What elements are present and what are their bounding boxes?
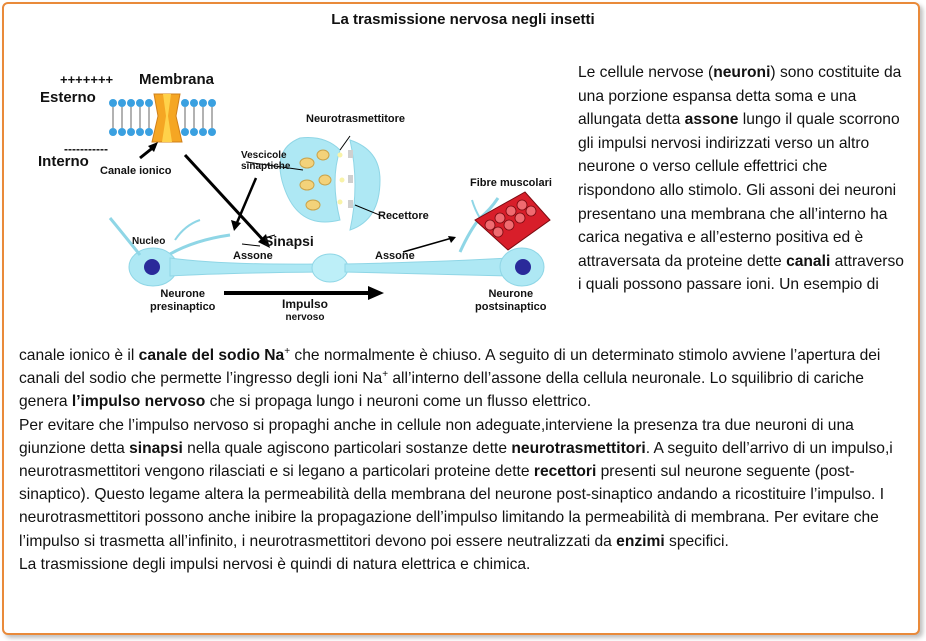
nucleus-presynaptic — [144, 259, 160, 275]
label-membrane: Membrana — [139, 71, 215, 88]
label-nucleus: Nucleo — [132, 236, 166, 247]
label-muscle-fibers: Fibre muscolari — [470, 177, 552, 189]
label-presynaptic: Neurone presinaptico — [150, 288, 216, 313]
paragraph-synapse: Per evitare che l’impulso nervoso si propaghi anche in cellule non adeguate,interviene la presenza tra due neuroni di una giunzione detta sinapsi nella quale agiscono particolari sostanze dette neurotrasmettitori. A seguito dell’arrivo di un impulso,i neurotrasmettitori vengono rilasciati e si legano a particolari proteine dette recettori presenti sul neurone seguente (post-sinaptico). Questo legame altera la permeabilità della membrana del neurone post-sinaptico andando a ricostituire l’impulso. I neurotrasmettitori possono anche inibire la propagazione dell’impulso limitando la permeabilità di membrana. Per evitare che l’impulso si trasmetta all’infinito, i neurotrasmettitori devono poi essere neutralizzati da enzimi specifici. — [19, 416, 893, 550]
synapse-knob — [312, 254, 348, 282]
plus-signs: +++++++ — [60, 72, 114, 87]
label-postsynaptic: Neurone postsinaptico — [475, 288, 547, 313]
synapse-zoom — [280, 138, 380, 231]
label-internal: Interno — [38, 153, 89, 170]
label-neurotransmitter: Neurotrasmettitore — [306, 113, 406, 125]
label-axon-left: Assone — [233, 250, 273, 262]
nucleus-postsynaptic — [515, 259, 531, 275]
label-vesicles: Vescicole sinaptiche — [241, 150, 291, 172]
label-synapse: Sinapsi — [264, 233, 314, 249]
neuron-diagram — [20, 60, 560, 335]
paragraph-sodium-channel: canale ionico è il canale del sodio Na+ che normalmente è chiuso. A seguito di un determinato stimolo avviene l’apertura dei canali del sodio che permette l’ingresso degli ioni Na+ all’interno dell’assone della cellula neuronale. Lo squilibrio di cariche genera l’impulso nervoso che si propaga lungo i neuroni come un flusso elettrico. — [19, 345, 881, 411]
intro-paragraph: Le cellule nervose (neuroni) sono costituite da una porzione espansa detta soma e una allungata detta assone lungo il quale scorrono gli impulsi nervosi indirizzati verso un altro neurone o verso cellule effettrici che rispondono allo stimolo. Gli assoni dei neuroni presentano una membrana che all’interno ha carica negativa e all’esterno positiva ed è attraversata da proteine dette canali attraverso i quali possono passare ioni. Un esempio di — [578, 64, 904, 294]
label-impulse: Impulso nervoso — [282, 297, 329, 323]
page-title: La trasmissione nervosa negli insetti — [331, 11, 595, 28]
paragraph-conclusion: La trasmissione degli impulsi nervosi è quindi di natura elettrica e chimica. — [19, 555, 531, 573]
label-external: Esterno — [40, 89, 96, 106]
synapse-arrow — [236, 178, 256, 225]
label-axon-right: Assone — [375, 250, 415, 262]
muscle-fibers — [475, 192, 550, 250]
label-receptor: Recettore — [378, 210, 429, 222]
body-text — [19, 344, 909, 576]
label-ion-channel: Canale ionico — [100, 165, 172, 177]
minus-signs: ----------- — [64, 142, 108, 156]
presynaptic-neuron — [110, 218, 320, 286]
